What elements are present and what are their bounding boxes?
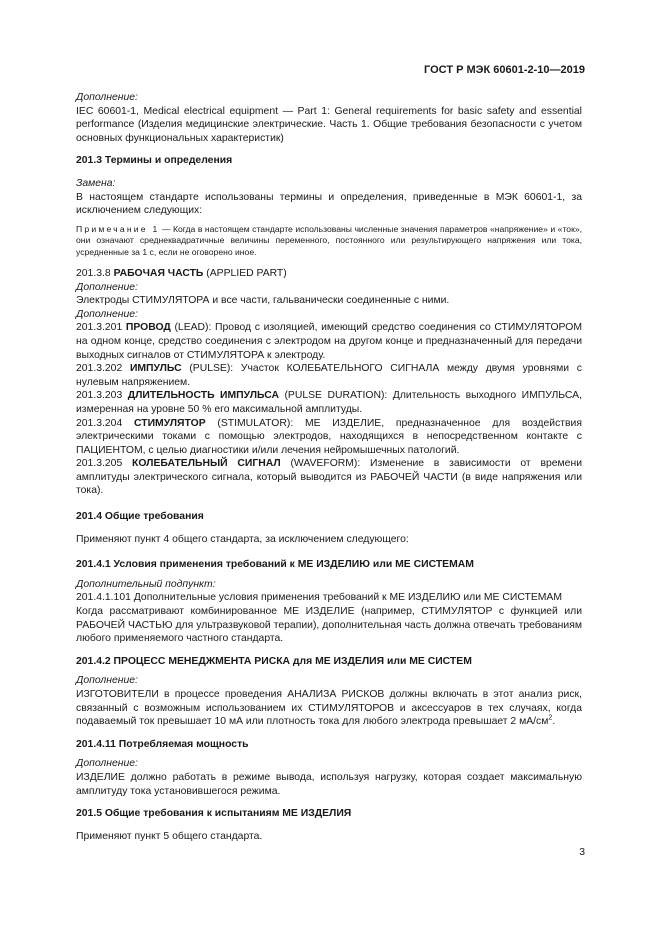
def-term: КОЛЕБАТЕЛЬНЫЙ СИГНАЛ — [132, 458, 281, 470]
def-text: (LEAD): Провод с изоляцией, имеющий средство соединения со СТИМУЛЯТОРОМ на одном конце, средство соединения с электродом на другом конце и предназначенный для передачи выходных сигналов от СТИМУЛЯТОРА к электроду. — [76, 322, 582, 361]
section-heading-201-4-1: 201.4.1 Условия применения требований к МЕ ИЗДЕЛИЮ или МЕ СИСТЕМАМ — [76, 559, 474, 571]
section-heading-201-4-2: 201.4.2 ПРОЦЕСС МЕНЕДЖМЕНТА РИСКА для МЕ ИЗДЕЛИЯ или МЕ СИСТЕМ — [76, 655, 472, 667]
def-term: ДЛИТЕЛЬНОСТЬ ИМПУЛЬСА — [127, 390, 279, 402]
standard-code-header: ГОСТ Р МЭК 60601-2-10—2019 — [424, 64, 585, 76]
addition-label-201-4-11: Дополнение: — [76, 758, 138, 770]
section-heading-201-3: 201.3 Термины и определения — [76, 155, 233, 167]
definition-item — [76, 417, 582, 458]
def-text: (STIMULATOR): МЕ ИЗДЕЛИЕ, предназначенное для воздействия электрическими токами с помощью электродов, находящихся в непосредственном контакте с ПАЦИЕНТОМ, с целью диагностики и/или лечения нейромышечных патологий. — [76, 417, 582, 456]
intro-label: Дополнение: — [76, 92, 138, 103]
term-english: (APPLIED PART) — [203, 267, 287, 279]
term-number: 201.3.8 — [76, 267, 114, 279]
definition-item — [76, 362, 582, 389]
section-201-5-text: Применяют пункт 5 общего стандарта. — [76, 830, 263, 842]
section-201-4-text: Применяют пункт 4 общего стандарта, за исключением следующего: — [76, 533, 409, 545]
section-heading-201-4-11: 201.4.11 Потребляемая мощность — [76, 738, 249, 750]
term-201-3-8 — [76, 267, 582, 281]
risk-text: ИЗГОТОВИТЕЛИ в процессе проведения АНАЛИЗА РИСКОВ должны включать в этот анализ риск, связанный с возможным использованием их СТИМУЛЯТОРОВ и аксессуаров в тех случаях, когда подаваемый ток превышает 10 мА или плотность тока для любого электрода превышает 2 мА/см — [76, 689, 582, 728]
def-number: 201.3.204 — [76, 417, 134, 429]
section-heading-201-4: 201.4 Общие требования — [76, 511, 204, 523]
note-1 — [76, 224, 582, 258]
def-number: 201.3.202 — [76, 363, 130, 375]
def-number: 201.3.205 — [76, 458, 132, 470]
section-201-4-2-text — [76, 688, 582, 729]
note-1-text: — Когда в настоящем стандарте использованы численные значения параметров «напряжение» и «ток», они означают среднеквадратичные величины переменного, постоянного или результирующего напряжения или тока, усредненные за 1 с, если не оговорено иное. — [76, 223, 582, 257]
section-heading-201-5: 201.5 Общие требования к испытаниям МЕ ИЗДЕЛИЯ — [76, 808, 352, 820]
def-number: 201.3.201 — [76, 322, 126, 334]
def-term: СТИМУЛЯТОР — [133, 417, 206, 429]
definition-item — [76, 321, 582, 362]
def-text: (PULSE): Участок КОЛЕБАТЕЛЬНОГО СИГНАЛА между двумя уровнями с нулевым напряжением. — [76, 363, 582, 388]
addition-label-201-4-2: Дополнение: — [76, 675, 138, 687]
page-content — [76, 91, 582, 843]
term-name: РАБОЧАЯ ЧАСТЬ — [113, 267, 204, 279]
applied-part-text: Электроды СТИМУЛЯТОРА и все части, гальванически соединенные с ними. — [76, 295, 450, 307]
subclause-201-4-1-101: 201.4.1.101 Дополнительные условия применения требований к МЕ ИЗДЕЛИЮ или МЕ СИСТЕМАМ — [76, 592, 563, 604]
def-term: ИМПУЛЬС — [129, 363, 182, 375]
addition-label: Дополнение: — [76, 281, 138, 293]
definition-item — [76, 457, 582, 498]
section-201-4-1-text: Когда рассматривают комбинированное МЕ ИЗДЕЛИЕ (например, СТИМУЛЯТОР с функцией или РАБОЧЕЙ ЧАСТЬЮ для ультразвуковой терапии), дополнительная часть должна отвечать требованиям любого применяемого частного стандарта. — [76, 606, 582, 645]
def-term: ПРОВОД — [125, 322, 171, 334]
def-number: 201.3.203 — [76, 390, 128, 402]
page-number: 3 — [579, 847, 585, 858]
additional-subclause-label: Дополнительный подпункт: — [76, 578, 216, 590]
def-text: (PULSE DURATION): Длительность выходного ИМПУЛЬСА, измеренная на уровне 50 % его максимальной амплитуды. — [76, 390, 582, 415]
definition-item — [76, 389, 582, 416]
def-text: (WAVEFORM): Изменение в зависимости от времени амплитуды электрического сигнала, который выводится из РАБОЧЕЙ ЧАСТИ (в виде напряжения или тока). — [76, 458, 582, 497]
period: . — [552, 716, 556, 728]
terms-text: В настоящем стандарте использованы термины и определения, приведенные в МЭК 60601-1, за исключением следующих: — [76, 191, 582, 217]
intro-text: IEC 60601-1, Medical electrical equipment — Part 1: General requirements for basic safety and essential performance (Изделия медицинские электрические. Часть 1. Общие требования безопасности с учетом основных функциональных характеристик) — [76, 105, 582, 144]
addition-label-2: Дополнение: — [76, 308, 138, 320]
replacement-label: Замена: — [76, 177, 116, 189]
note-1-label: Примечание 1 — [76, 223, 160, 234]
superscript: 2 — [548, 714, 553, 722]
section-201-4-11-text: ИЗДЕЛИЕ должно работать в режиме вывода, используя нагрузку, которая создает максимальную амплитуду тока установившегося режима. — [76, 771, 582, 797]
